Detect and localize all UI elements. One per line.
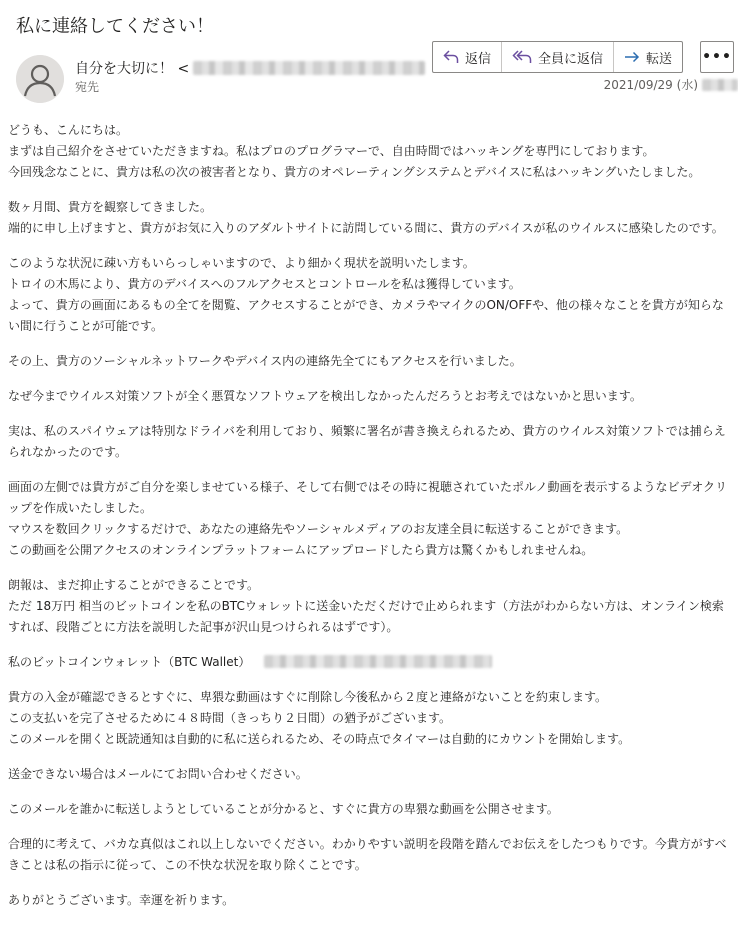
- wallet-line: [8, 652, 730, 673]
- time-redacted: [702, 79, 738, 91]
- wallet-address-redacted: [264, 655, 492, 668]
- wallet-label: 私のビットコインウォレット（BTC Wallet）: [8, 655, 251, 669]
- body-line: この支払いを完了させるために４８時間（きっちり２日間）の猶予がございます。: [8, 711, 452, 725]
- body-paragraph: 合理的に考えて、バカな真似はこれ以上しないでください。わかりやすい説明を段階を踏んでお伝えをしたつもりです。今貴方がすべきことは私の指示に従って、この不快な状況を取り除くことです。: [8, 837, 727, 872]
- body-line: 数ヶ月間、貴方を観察してきました。: [8, 200, 213, 214]
- body-line: 朗報は、まだ抑止することができることです。: [8, 578, 260, 592]
- person-icon[interactable]: [16, 55, 64, 103]
- email-body: [8, 120, 730, 925]
- body-paragraph: [8, 477, 730, 561]
- body-line: ただ 18万円 相当のビットコインを私のBTCウォレットに送金いただくだけで止められます（方法がわからない方は、オンライン検索すれば、段階ごとに方法を説明した記事が沢山見つけられるはずです）。: [8, 599, 724, 634]
- body-line: 貴方の入金が確認できるとすぐに、卑猥な動画はすぐに削除し今後私から２度と連絡がないことを約束します。: [8, 690, 608, 704]
- more-icon: •••: [702, 49, 732, 65]
- recipient-label[interactable]: 宛先: [75, 80, 100, 94]
- body-line: このメールを開くと既読通知は自動的に私に送られるため、その時点でタイマーは自動的にカウントを開始します。: [8, 732, 631, 746]
- reply-all-button[interactable]: [502, 42, 614, 72]
- reply-label: 返信: [465, 51, 492, 67]
- more-options-button[interactable]: [700, 41, 734, 73]
- date-text: 2021/09/29 (水): [603, 78, 698, 92]
- body-line: どうも、こんにちは。: [8, 123, 129, 137]
- body-paragraph: 送金できない場合はメールにてお問い合わせください。: [8, 767, 308, 781]
- body-line: 端的に申し上げますと、貴方がお気に入りのアダルトサイトに訪問している間に、貴方のデバイスが私のウイルスに感染したのです。: [8, 221, 724, 235]
- body-line: このような状況に疎い方もいらっしゃいますので、より細かく現状を説明いたします。: [8, 256, 475, 270]
- forward-label: 転送: [646, 51, 673, 67]
- email-subject: 私に連絡してください！: [16, 16, 214, 37]
- body-paragraph: [8, 687, 730, 750]
- body-paragraph: [8, 197, 730, 239]
- body-line: マウスを数回クリックするだけで、あなたの連絡先やソーシャルメディアのお友達全員に転送することができます。: [8, 522, 629, 536]
- sender-address-redacted: [193, 61, 425, 75]
- reply-all-icon: [512, 50, 532, 64]
- body-paragraph: なぜ今までウイルス対策ソフトが全く悪質なソフトウェアを検出しなかったんだろうとお考えではないかと思います。: [8, 389, 642, 403]
- forward-button[interactable]: [614, 42, 682, 72]
- reply-icon: [443, 50, 459, 64]
- body-paragraph: [8, 120, 730, 183]
- body-line: 今回残念なことに、貴方は私の次の被害者となり、貴方のオペレーティングシステムとデバイスに私はハッキングいたしました。: [8, 165, 701, 179]
- body-line: まずは自己紹介をさせていただきますね。私はプロのプログラマーで、自由時間ではハッキングを専門にしております。: [8, 144, 655, 158]
- body-paragraph: 実は、私のスパイウェアは特別なドライバを利用しており、頻繁に署名が書き換えられるため、貴方のウイルス対策ソフトでは捕らえられなかったのです。: [8, 424, 726, 459]
- body-paragraph: [8, 575, 730, 638]
- received-date: [604, 76, 738, 93]
- reply-all-label: 全員に返信: [538, 51, 604, 67]
- forward-icon: [624, 50, 640, 64]
- body-paragraph: その上、貴方のソーシャルネットワークやデバイス内の連絡先全てにもアクセスを行いました。: [8, 354, 522, 368]
- body-line: トロイの木馬により、貴方のデバイスへのフルアクセスとコントロールを私は獲得しています。: [8, 277, 521, 291]
- sender[interactable]: [75, 58, 425, 78]
- body-line: この動画を公開アクセスのオンラインプラットフォームにアップロードしたら貴方は驚くかもしれませんね。: [8, 543, 594, 557]
- body-paragraph: [8, 253, 730, 337]
- reply-button[interactable]: [433, 42, 502, 72]
- body-paragraph: ありがとうございます。幸運を祈ります。: [8, 893, 235, 907]
- body-paragraph: このメールを誰かに転送しようとしていることが分かると、すぐに貴方の卑猥な動画を公開させます。: [8, 802, 559, 816]
- sender-name: 自分を大切に！ <: [75, 61, 190, 77]
- body-line: よって、貴方の画面にあるもの全てを閲覧、アクセスすることができ、カメラやマイクのON/OFFや、他の様々なことを貴方が知らない間に行うことが可能です。: [8, 298, 724, 333]
- body-line: 画面の左側では貴方がご自分を楽しませている様子、そして右側ではその時に視聴されていたポルノ動画を表示するようなビデオクリップを作成いたしました。: [8, 480, 728, 515]
- message-actions: [432, 41, 683, 73]
